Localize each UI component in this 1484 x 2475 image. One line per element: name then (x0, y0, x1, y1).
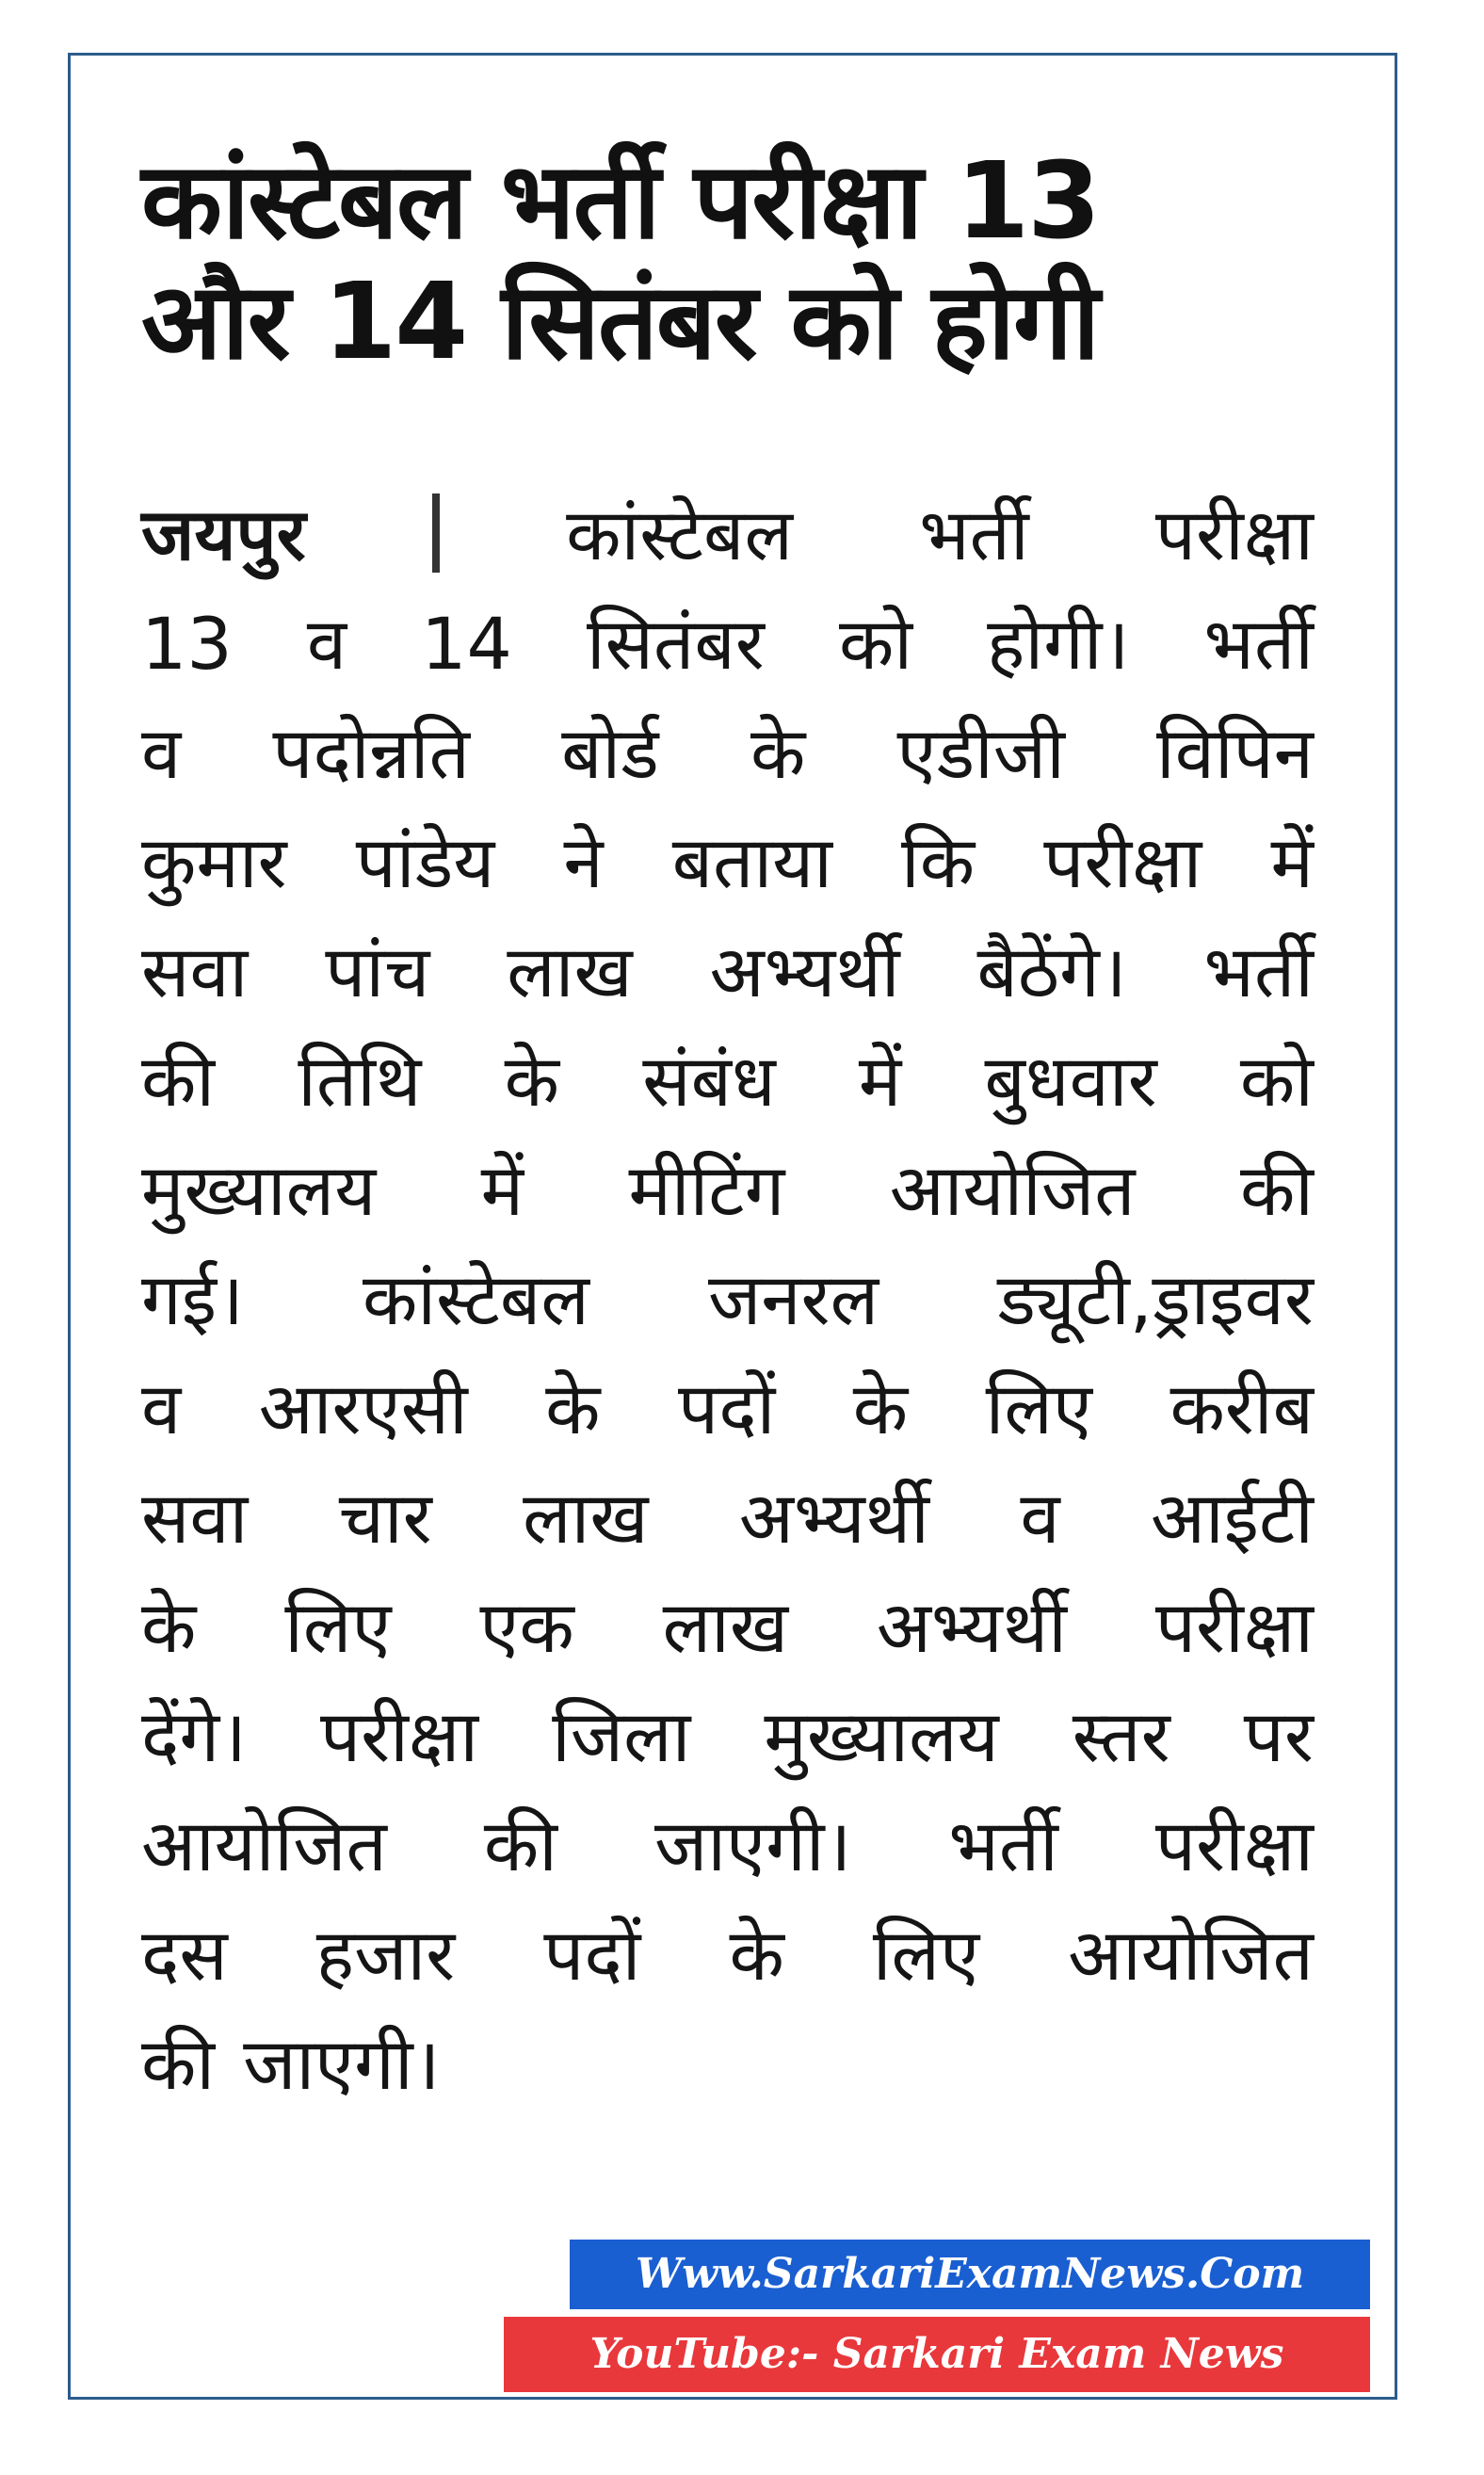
article-word: लाख (523, 1476, 649, 1560)
article-word: परीक्षा (1154, 1585, 1314, 1669)
article-word: अभ्यर्थी (709, 930, 900, 1013)
article-word: 13 (141, 602, 233, 686)
article-word: हजार (315, 1913, 456, 1997)
article-word: चार (338, 1476, 432, 1560)
article-word: आईटी (1150, 1476, 1314, 1560)
article-word: भर्ती (919, 493, 1029, 576)
article-word: बुधवार (984, 1039, 1157, 1123)
article-line (141, 1136, 1314, 1245)
article-line (141, 590, 1314, 699)
dateline-separator (432, 493, 440, 573)
article-word: बैठेंगे। (976, 930, 1127, 1013)
article-word: ड्यूटी,ड्राइवर (997, 1257, 1314, 1341)
article-word: सवा (141, 930, 249, 1013)
article-word: सितंबर (586, 602, 765, 686)
article-word: भर्ती (1203, 930, 1314, 1013)
article-word: ने (563, 820, 604, 904)
article-word: के (545, 1367, 601, 1450)
article-word: लाख (662, 1585, 789, 1669)
article-word: लिए (284, 1585, 392, 1669)
article-word: विपिन (1156, 711, 1314, 795)
article-line (141, 1791, 1314, 1901)
article-word: पदों (678, 1367, 776, 1450)
article-line (141, 1464, 1314, 1573)
article-word: मुख्यालय (141, 1148, 377, 1232)
article-word: आरएसी (258, 1367, 468, 1450)
youtube-banner[interactable]: YouTube:- Sarkari Exam News (504, 2317, 1370, 2392)
article-word: भर्ती (1203, 602, 1314, 686)
article-word: होगी। (987, 602, 1130, 686)
article-word: आयोजित (141, 1804, 387, 1887)
article-word: पदों (543, 1913, 641, 1997)
headline-line-2: और 14 सितंबर को होगी (141, 261, 1099, 383)
article-word: संबंध (642, 1039, 776, 1123)
article-word: की (1239, 1148, 1314, 1232)
article-word: को (1239, 1039, 1314, 1123)
article-word: परीक्षा (319, 1694, 479, 1778)
article-word: देंगे। (141, 1694, 247, 1778)
article-word: स्तर (1072, 1694, 1170, 1778)
article-line (141, 1354, 1314, 1464)
article-word: कि (901, 820, 976, 904)
article-word: व (306, 602, 347, 686)
article-word: पांडेय (355, 820, 495, 904)
article-word: पर (1243, 1694, 1314, 1778)
headline-line-1: कांस्टेबल भर्ती परीक्षा 13 (141, 140, 1100, 263)
article-word: बोर्ड (561, 711, 659, 795)
article-line (141, 1027, 1314, 1136)
article-word: परीक्षा (1154, 493, 1314, 576)
article-word: पांच (325, 930, 430, 1013)
article-word: एक (479, 1585, 574, 1669)
article-word: तिथि (298, 1039, 422, 1123)
article-line (141, 480, 1314, 590)
article-word: की (141, 1039, 216, 1123)
article-word: कुमार (141, 820, 287, 904)
article-word: जनरल (707, 1257, 879, 1341)
headline (141, 141, 1318, 382)
article-line (141, 2010, 1314, 2119)
article-word: भर्ती (948, 1804, 1058, 1887)
article-line (141, 1901, 1314, 2010)
article-word: आयोजित (1068, 1913, 1314, 1997)
article-word: अभ्यर्थी (738, 1476, 929, 1560)
article-body (141, 480, 1314, 2119)
article-word: व (1020, 1476, 1060, 1560)
article-line (141, 1573, 1314, 1682)
dateline: जयपुर (141, 493, 306, 576)
article-word: एडीजी (896, 711, 1065, 795)
article-word: सवा (141, 1476, 249, 1560)
article-word: कांस्टेबल (363, 1257, 589, 1341)
article-word: की (141, 2022, 216, 2106)
article-word: के (141, 1585, 197, 1669)
article-word: में (1270, 820, 1314, 904)
article-line (141, 699, 1314, 808)
article-word: के (504, 1039, 560, 1123)
article-line (141, 1682, 1314, 1791)
article-word: व (141, 711, 182, 795)
article-word: परीक्षा (1154, 1804, 1314, 1887)
article-word: जाएगी। (243, 2022, 441, 2106)
article-word: करीब (1169, 1367, 1314, 1450)
article-line (141, 917, 1314, 1027)
article-word: के (729, 1913, 784, 1997)
article-word: आयोजित (889, 1148, 1136, 1232)
article-word: लाख (507, 930, 633, 1013)
article-word: अभ्यर्थी (876, 1585, 1067, 1669)
website-banner[interactable]: Www.SarkariExamNews.Com (570, 2240, 1370, 2309)
article-word: को (838, 602, 913, 686)
article-word: कांस्टेबल (566, 493, 793, 576)
article-word: पदोन्नति (272, 711, 470, 795)
article-word: मुख्यालय (764, 1694, 999, 1778)
article-word: लिए (985, 1367, 1092, 1450)
article-word: में (858, 1039, 902, 1123)
article-word: 14 (421, 602, 512, 686)
article-word: मीटिंग (628, 1148, 785, 1232)
article-word: परीक्षा (1043, 820, 1202, 904)
article-word: जिला (552, 1694, 691, 1778)
article-line (141, 808, 1314, 917)
article-word: दस (141, 1913, 228, 1997)
article-word: लिए (872, 1913, 980, 1997)
article-word: के (852, 1367, 909, 1450)
article-word: में (480, 1148, 524, 1232)
article-word: की (483, 1804, 557, 1887)
article-word: गई। (141, 1257, 244, 1341)
article-word: जाएगी। (653, 1804, 852, 1887)
article-line (141, 1245, 1314, 1354)
article-word: व (141, 1367, 182, 1450)
article-word: बताया (671, 820, 832, 904)
article-word: के (750, 711, 806, 795)
